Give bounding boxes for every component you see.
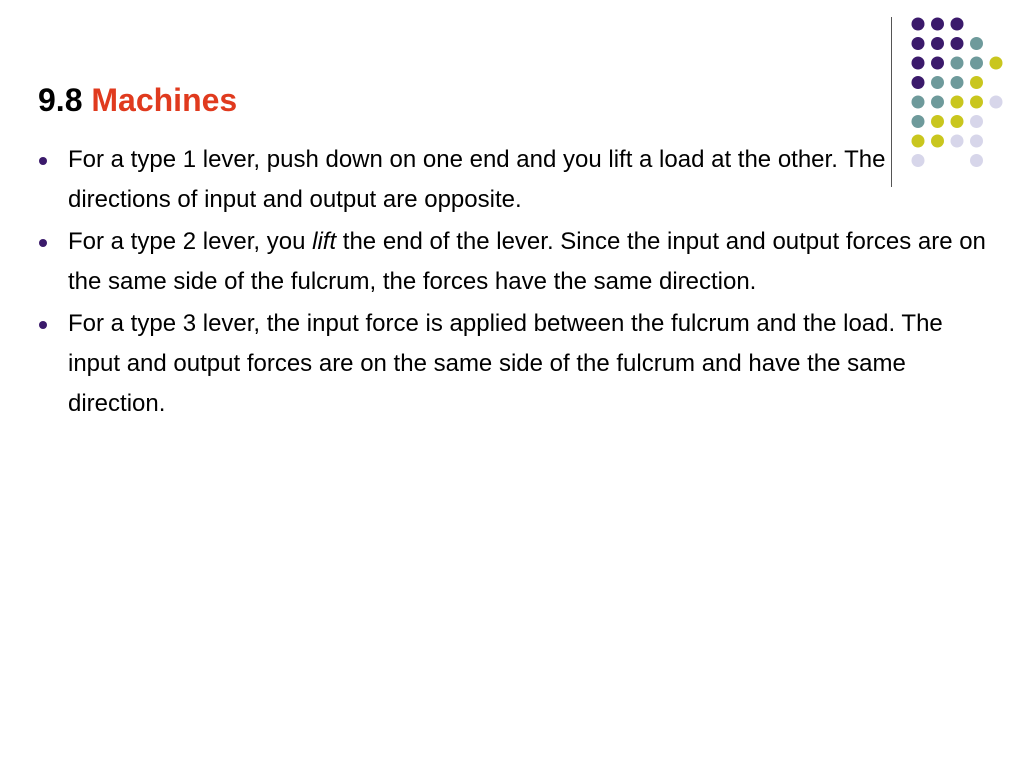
decorative-dot: [931, 96, 944, 109]
decorative-dot: [970, 96, 983, 109]
decorative-dot: [970, 115, 983, 128]
decorative-dot: [970, 57, 983, 70]
bullet-item-3: [36, 304, 986, 424]
decorative-dot: [912, 96, 925, 109]
bullet-text: For a type 1 lever, push down on one end and you lift a load at the other. The directions of input and output are opposite.: [68, 146, 886, 213]
decorative-dot: [912, 115, 925, 128]
bullet-item-1: [36, 140, 986, 220]
decorative-dot: [951, 37, 964, 50]
bullet-text: For a type 3 lever, the input force is applied between the fulcrum and the load. The input and output forces are on the same side of the fulcrum and have the same direction.: [68, 310, 943, 417]
slide-title: [38, 80, 237, 120]
decorative-dot: [931, 76, 944, 89]
decorative-dot: [931, 37, 944, 50]
bullet-text: [68, 228, 986, 295]
decorative-dot: [931, 18, 944, 31]
decorative-dot: [951, 18, 964, 31]
decorative-dot: [951, 115, 964, 128]
decorative-dot: [912, 57, 925, 70]
decorative-dot: [990, 57, 1003, 70]
bullet-text-italic: lift: [312, 228, 337, 255]
bullet-item-2: [36, 222, 986, 302]
bullet-dot-icon: [39, 239, 47, 247]
decorative-dot: [931, 57, 944, 70]
decorative-dot: [990, 96, 1003, 109]
bullet-dot-icon: [39, 321, 47, 329]
decorative-dot: [970, 76, 983, 89]
decorative-dot: [931, 115, 944, 128]
decorative-dot: [951, 96, 964, 109]
decorative-dot: [912, 37, 925, 50]
decorative-dot: [912, 76, 925, 89]
decorative-dot: [951, 76, 964, 89]
decorative-dot: [912, 18, 925, 31]
bullet-list: [36, 140, 986, 426]
title-number: 9.8: [38, 82, 83, 118]
bullet-dot-icon: [39, 157, 47, 165]
bullet-text-before: For a type 2 lever, you: [68, 228, 313, 255]
decorative-dot: [951, 57, 964, 70]
title-text: Machines: [91, 82, 238, 118]
decorative-dot: [970, 37, 983, 50]
bullet-text-after: the end of the lever. Since the input and output forces are on the same side of the fulcrum, the forces have the same direction.: [68, 228, 986, 295]
